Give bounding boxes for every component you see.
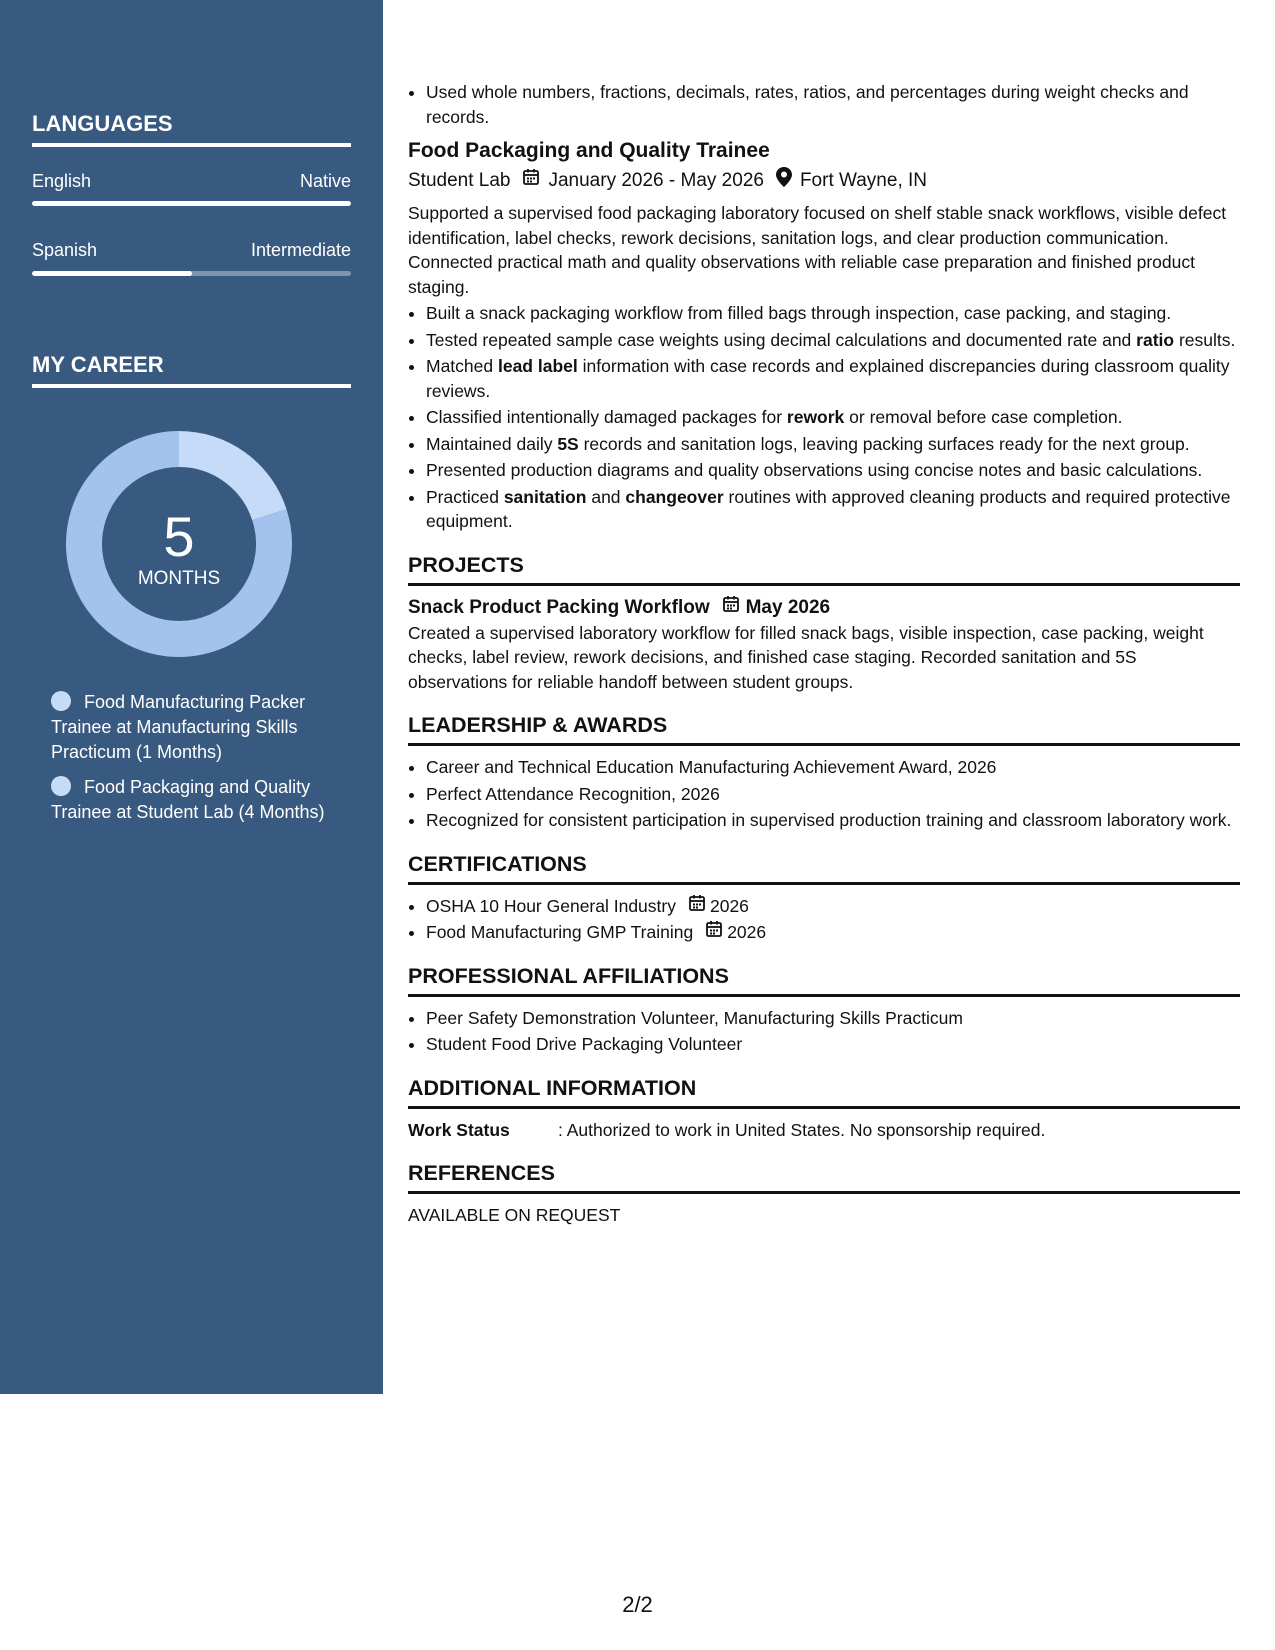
list-item: • Classified intentionally damaged packages for rework or removal before case completion. <box>426 405 1240 430</box>
affiliations-list <box>408 1006 1240 1057</box>
career-item-text: Food Manufacturing Packer Trainee at Manufacturing Skills Practicum (1 Months) <box>51 692 306 762</box>
bullet-dot-icon <box>51 691 71 711</box>
project-description: Created a supervised laboratory workflow for filled snack bags, visible inspection, case packing, weight checks, label review, rework decisions, and finished case staging. Recorded sanitation and 5S observations for reliable handoff between student groups. <box>408 622 1204 692</box>
language-bar-spanish <box>32 271 351 276</box>
job-title: Food Packaging and Quality Trainee <box>408 139 770 162</box>
certifications-heading: CERTIFICATIONS <box>408 851 1240 885</box>
certification-name: • OSHA 10 Hour General Industry <box>426 895 676 916</box>
language-level: Intermediate <box>250 240 351 260</box>
career-list <box>51 690 341 835</box>
certification-name: • Food Manufacturing GMP Training <box>426 922 694 942</box>
job-dates: January 2026 - May 2026 <box>548 170 764 191</box>
work-status-value: : Authorized to work in United States. No sponsorship required. <box>558 1119 1046 1140</box>
job-location: Fort Wayne, IN <box>799 170 927 191</box>
language-name: English <box>32 171 92 191</box>
location-pin-icon <box>776 167 792 195</box>
work-status-row <box>408 1118 1240 1143</box>
list-item: • Built a snack packaging workflow from filled bags through inspection, case packing, and staging. <box>426 301 1240 326</box>
list-item <box>426 920 1240 945</box>
list-item: • Matched lead label information with case records and explained discrepancies during classroom quality reviews. <box>426 354 1240 403</box>
main-content <box>408 80 1240 1228</box>
list-item: • Perfect Attendance Recognition, 2026 <box>426 782 1240 807</box>
language-level: Native <box>299 171 351 191</box>
list-item: • Peer Safety Demonstration Volunteer, Manufacturing Skills Practicum <box>426 1006 1240 1031</box>
references-text: AVAILABLE ON REQUEST <box>408 1205 621 1225</box>
work-status-label: Work Status <box>408 1119 510 1140</box>
career-item <box>51 690 341 765</box>
career-donut-label <box>66 431 292 657</box>
list-item: • Recognized for consistent participation in supervised production training and classroom laboratory work. <box>426 808 1240 833</box>
language-name: Spanish <box>32 240 98 260</box>
list-item: • Student Food Drive Packaging Volunteer <box>426 1032 1240 1057</box>
list-item <box>426 894 1240 919</box>
calendar-icon <box>522 168 540 194</box>
bullet-dot-icon <box>51 776 71 796</box>
language-bar-english <box>32 201 351 206</box>
page-number: 2/2 <box>622 1592 653 1617</box>
certification-year: 2026 <box>727 922 767 942</box>
sidebar <box>0 0 383 1394</box>
job-bullets <box>408 301 1240 534</box>
references-heading: REFERENCES <box>408 1160 1240 1194</box>
list-item: • Career and Technical Education Manufacturing Achievement Award, 2026 <box>426 755 1240 780</box>
project-title-row <box>408 595 1240 621</box>
projects-heading: PROJECTS <box>408 552 1240 586</box>
calendar-icon <box>688 894 706 919</box>
career-total-number: 5 <box>163 505 195 568</box>
calendar-icon <box>722 595 740 621</box>
calendar-icon <box>705 920 723 945</box>
job-meta <box>408 167 1240 195</box>
project-date: May 2026 <box>745 596 831 618</box>
job-description: Supported a supervised food packaging laboratory focused on shelf stable snack workflows, visible defect identification, label checks, rework decisions, sanitation logs, and clear production communication. Connected practical math and quality observations with reliable case preparation and finished product staging. <box>408 203 1227 297</box>
affiliations-heading: PROFESSIONAL AFFILIATIONS <box>408 963 1240 997</box>
languages-heading: LANGUAGES <box>32 111 351 147</box>
project-title: Snack Product Packing Workflow <box>408 596 710 618</box>
certification-year: 2026 <box>709 895 749 916</box>
leadership-list <box>408 755 1240 833</box>
experience-carryover-list <box>408 80 1240 129</box>
career-item-text: Food Packaging and Quality Trainee at Student Lab (4 Months) <box>51 777 325 822</box>
career-heading: MY CAREER <box>32 352 351 388</box>
career-total-unit: MONTHS <box>137 568 221 589</box>
list-item: • Used whole numbers, fractions, decimals, rates, ratios, and percentages during weight checks and records. <box>426 80 1240 129</box>
job-company: Student Lab <box>408 170 511 191</box>
language-bar-fill <box>32 271 192 276</box>
list-item: • Presented production diagrams and quality observations using concise notes and basic calculations. <box>426 458 1240 483</box>
additional-info-heading: ADDITIONAL INFORMATION <box>408 1075 1240 1109</box>
list-item: • Practiced sanitation and changeover routines with approved cleaning products and required protective equipment. <box>426 485 1240 534</box>
certifications-list <box>408 894 1240 945</box>
list-item: • Tested repeated sample case weights using decimal calculations and documented rate and ratio results. <box>426 328 1240 353</box>
leadership-heading: LEADERSHIP & AWARDS <box>408 712 1240 746</box>
list-item: • Maintained daily 5S records and sanitation logs, leaving packing surfaces ready for the next group. <box>426 432 1240 457</box>
language-bar-fill <box>32 201 351 206</box>
career-item <box>51 775 341 825</box>
